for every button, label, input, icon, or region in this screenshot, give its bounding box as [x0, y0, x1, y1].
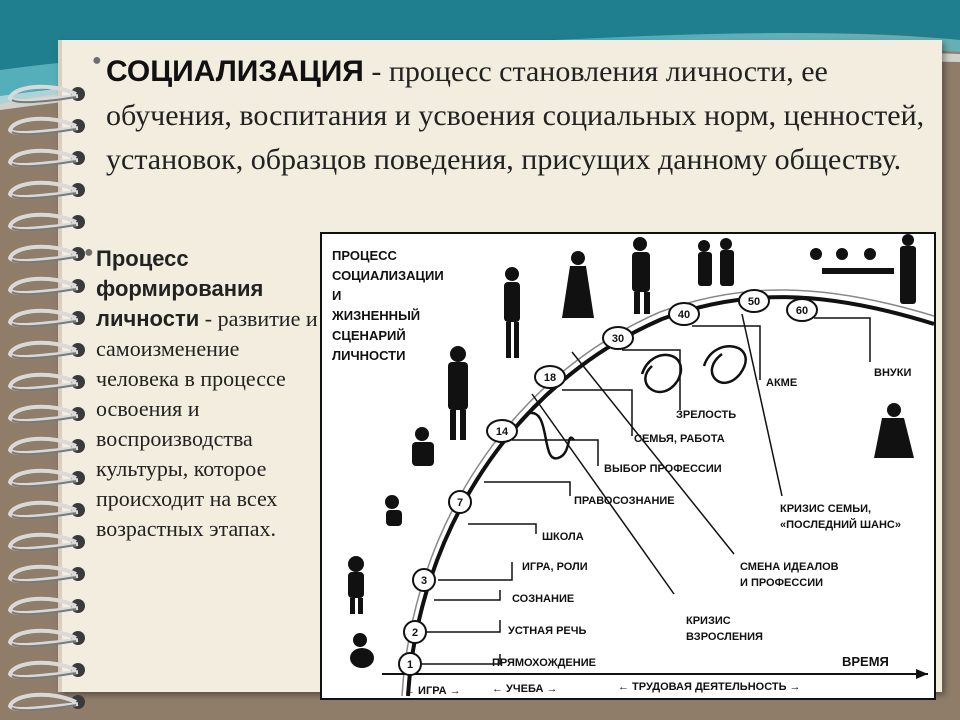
- stage-label: ИГРА, РОЛИ: [522, 561, 588, 573]
- age-marker: [535, 366, 565, 388]
- age-label: 40: [677, 309, 691, 321]
- age-label: 30: [611, 333, 625, 345]
- stage-label: ПРАВОСОЗНАНИЕ: [574, 495, 675, 507]
- age-label: 14: [495, 426, 509, 438]
- personality-formation-paragraph: [96, 244, 326, 544]
- age-marker: [404, 621, 426, 643]
- age-label: 18: [543, 372, 557, 384]
- stage-label: УСТНАЯ РЕЧЬ: [508, 625, 587, 637]
- crisis-label: ВЗРОСЛЕНИЯ: [686, 631, 763, 643]
- age-marker: [787, 299, 817, 321]
- stage-label: ЗРЕЛОСТЬ: [676, 409, 737, 421]
- age-marker: [669, 303, 699, 325]
- period-work-label: ← ТРУДОВАЯ ДЕЯТЕЛЬНОСТЬ →: [618, 681, 801, 693]
- diagram-title-line: ЛИЧНОСТИ: [332, 348, 406, 363]
- bullet-marker: ●: [92, 52, 102, 69]
- period-study-label: ← УЧЕБА →: [492, 683, 558, 695]
- age-label: 2: [411, 627, 419, 639]
- age-marker: [603, 327, 633, 349]
- crisis-label: СМЕНА ИДЕАЛОВ: [740, 561, 839, 573]
- age-label: 60: [795, 305, 809, 317]
- age-label: 50: [747, 296, 761, 308]
- age-label: 1: [406, 659, 414, 671]
- age-marker: [739, 290, 769, 312]
- diagram-title-line: ПРОЦЕСС: [332, 248, 397, 263]
- stage-label: СЕМЬЯ, РАБОТА: [634, 433, 725, 445]
- period-play-label: ← ИГРА →: [404, 685, 461, 697]
- stage-label: ВНУКИ: [874, 367, 912, 379]
- crisis-label: КРИЗИС СЕМЬИ,: [780, 503, 872, 515]
- age-marker: [449, 491, 471, 513]
- stage-label: ШКОЛА: [542, 531, 584, 543]
- age-marker: [399, 653, 421, 675]
- age-marker: [487, 420, 517, 442]
- socialization-diagram: [320, 232, 936, 700]
- personality-formation-text: - развитие и самоизменение человека в процессе освоения и воспроизводства культуры, которое происходит на всех возрастных этапах.: [96, 306, 318, 541]
- stage-label: АКМЕ: [766, 377, 798, 389]
- stage-label: ПРЯМОХОЖДЕНИЕ: [492, 657, 596, 669]
- crisis-label: КРИЗИС: [686, 615, 731, 627]
- life-curve-shadow: [402, 290, 934, 696]
- definition-text: - процесс становления личности, ее обучения, воспитания и усвоения социальных норм, ценностей, установок, образцов поведения, присущих данному обществу.: [106, 55, 925, 176]
- age-label: 3: [420, 575, 428, 587]
- diagram-title-line: СОЦИАЛИЗАЦИИ: [332, 268, 444, 283]
- bullet-marker: ●: [84, 244, 94, 261]
- stage-label: СОЗНАНИЕ: [512, 593, 575, 605]
- diagram-title-line: И: [332, 288, 342, 303]
- definition-paragraph: [106, 50, 936, 182]
- age-label: 7: [456, 497, 464, 509]
- personality-formation-term: Процесс формирования личности: [96, 246, 264, 331]
- time-axis-label: ВРЕМЯ: [842, 654, 889, 669]
- diagram-title-line: ЖИЗНЕННЫЙ: [332, 308, 421, 323]
- stage-label: ВЫБОР ПРОФЕССИИ: [604, 463, 722, 475]
- time-axis-arrowhead: [916, 669, 928, 679]
- crisis-label: И ПРОФЕССИИ: [740, 577, 824, 589]
- definition-term: СОЦИАЛИЗАЦИЯ: [106, 55, 364, 88]
- diagram-title: [331, 248, 444, 363]
- diagram-title-line: СЦЕНАРИЙ: [332, 328, 406, 343]
- diagram-canvas: [322, 234, 934, 698]
- crisis-label: «ПОСЛЕДНИЙ ШАНС»: [780, 519, 901, 531]
- age-marker: [413, 569, 435, 591]
